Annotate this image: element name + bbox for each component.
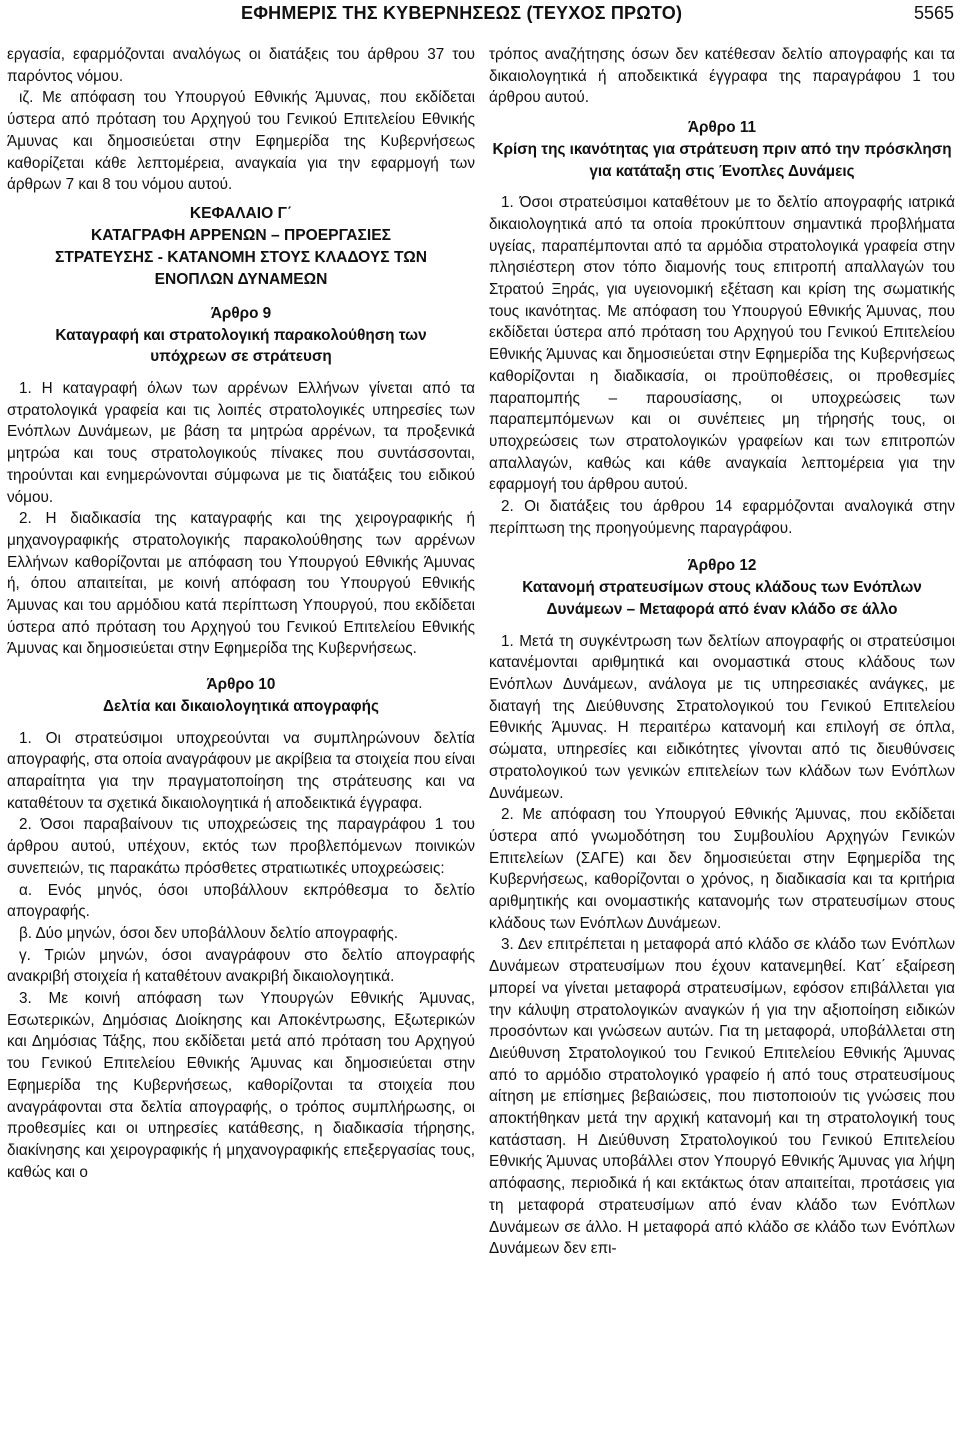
article-title: Κρίση της ικανότητας για στράτευση πριν από την πρόσκληση για κατάταξη στις Ένοπλες Δυνάμεις: [492, 140, 952, 180]
article-title: Καταγραφή και στρατολογική παρακολούθηση των υπόχρεων σε στράτευση: [55, 326, 427, 366]
paragraph: 3. Δεν επιτρέπεται η μεταφορά από κλάδο σε κλάδο των Ενόπλων Δυνάμεων στρατευσίμων που έχουν κατανεμηθεί. Κατ΄ εξαίρεση μπορεί να γίνεται μεταφορά στρατευσίμων, εφόσον επιβάλλεται για την κάλυψη στρατολογικών αναγκών ή για την αξιοποίηση ειδικών προσόντων και γνώσεων αυτών. Για τη μεταφορά, υποβάλλεται στη Διεύθυνση Στρατολογικού του Γενικού Επιτελείου Εθνικής Άμυνας από το αρμόδιο στρατολογικό γραφείο ή από τους στρατευσίμους αίτηση με επίσημες βεβαιώσεις, που πιστοποιούν τις γνώσεις που αποκτήθηκαν μετά την αρχική κατανομή και τη στρατολογική τους κατάσταση. Η Διεύθυνση Στρατολογικού του Γενικού Επιτελείου Εθνικής Άμυνας υποβάλλει στον Υπουργό Εθνικής Άμυνας για λήψη απόφασης, περιοδικά ή και εκτάκτως όταν απαιτείται, προτάσεις για τη μεταφορά στρατευσίμων από έναν κλάδο των Ενόπλων Δυνάμεων σε άλλο. Η μεταφορά από κλάδο σε κλάδο των Ενόπλων Δυνάμεων δεν επι-: [489, 936, 955, 1258]
page-header: [0, 0, 960, 30]
article-number: Άρθρο 11: [687, 119, 756, 137]
paragraph: γ. Τριών μηνών, όσοι αναγράφουν στο δελτίο απογραφής ανακριβή στοιχεία ή καταθέτουν ανακριβή δικαιολογητικά.: [7, 946, 475, 986]
paragraph: α. Ενός μηνός, όσοι υποβάλλουν εκπρόθεσμα το δελτίο απογραφής.: [7, 881, 475, 921]
chapter-label: ΚΕΦΑΛΑΙΟ Γ΄: [189, 204, 293, 222]
paragraph: 2. Η διαδικασία της καταγραφής και της χειρογραφικής ή μηχανογραφικής στρατολογικής παρακολούθησης των αρρένων Ελλήνων καθορίζονται με απόφαση του Υπουργού Εθνικής Άμυνας ή, όπου απαιτείται, με κοινή απόφαση του Υπουργού Εθνικής Άμυνας και του αρμόδιου κατά περίπτωση Υπουργού, που εκδίδεται ύστερα από πρόταση του Αρχηγού του Γενικού Επιτελείου Εθνικής Άμυνας και δημοσιεύεται στην Εφημερίδα της Κυβερνήσεως.: [7, 510, 475, 658]
paragraph: 1. Όσοι στρατεύσιμοι καταθέτουν με το δελτίο απογραφής ιατρικά δικαιολογητικά από τα οποία προκύπτουν σημαντικά προβλήματα υγείας, παραπέμπονται από τα αρμόδια στρατολογικά γραφεία στην πλησιέστερη στον τόπο διαμονής τους επιτροπή απαλλαγών του Στρατού Ξηράς, για υγειονομική εξέταση και κρίση της σωματικής τους ικανότητας. Με απόφαση του Υπουργού Εθνικής Άμυνας, που εκδίδεται ύστερα από πρόταση του Αρχηγού του Γενικού Επιτελείου Εθνικής Άμυνας και δημοσιεύεται στην Εφημερίδα της Κυβερνήσεως καθορίζονται η διαδικασία, οι προϋποθέσεις, οι προθεσμίες παραπομπής – παρουσίασης, οι υποχρεώσεις των παραπεμπόμενων και οι συνέπειες μη τήρησής τους, οι υποχρεώσεις των στρατολογικών γραφείων και των επιτροπών απαλλαγών, καθώς και κάθε αναγκαία λεπτομέρεια για την εφαρμογή του άρθρου αυτού.: [489, 194, 955, 494]
article-title: Κατανομή στρατευσίμων στους κλάδους των Ενόπλων Δυνάμεων – Μεταφορά από έναν κλάδο σε άλλο: [522, 579, 922, 618]
page-number: 5565: [913, 3, 954, 23]
article-title: Δελτία και δικαιολογητικά απογραφής: [103, 697, 379, 715]
paragraph: β. Δύο μηνών, όσοι δεν υποβάλλουν δελτίο απογραφής.: [19, 924, 398, 942]
article-number: Άρθρο 9: [210, 304, 272, 322]
chapter-title: ΚΑΤΑΓΡΑΦΗ ΑΡΡΕΝΩΝ – ΠΡΟΕΡΓΑΣΙΕΣ ΣΤΡΑΤΕΥΣΗΣ - ΚΑΤΑΝΟΜΗ ΣΤΟΥΣ ΚΛΑΔΟΥΣ ΤΩΝ ΕΝΟΠΛΩΝ ΔΥΝΑΜΕΩΝ: [55, 226, 427, 288]
article-number: Άρθρο 10: [206, 676, 276, 694]
gazette-title: ΕΦΗΜΕΡΙΣ ΤΗΣ ΚΥΒΕΡΝΗΣΕΩΣ (ΤΕΥΧΟΣ ΠΡΩΤΟ): [241, 3, 683, 23]
paragraph: 2. Με απόφαση του Υπουργού Εθνικής Άμυνας, που εκδίδεται ύστερα από γνωμοδότηση του Συμβουλίου Αρχηγών Γενικών Επιτελείων (ΣΑΓΕ) και δεν δημοσιεύεται στην Εφημερίδα της Κυβερνήσεως, καθορίζονται ο χρόνος, η διαδικασία και τα κριτήρια αριθμητικής και ονομαστικής κατανομής των στρατευσίμων στους κλάδους των Ενόπλων Δυνάμεων.: [489, 806, 955, 932]
paragraph: 2. Οι διατάξεις του άρθρου 14 εφαρμόζονται αναλογικά στην περίπτωση της προηγούμενης παραγράφου.: [489, 498, 955, 537]
left-column: [7, 44, 475, 1183]
paragraph: 1. Η καταγραφή όλων των αρρένων Ελλήνων γίνεται από τα στρατολογικά γραφεία και τις λοιπές στρατολογικές υπηρεσίες των Ενόπλων Δυνάμεων, με βάση τα μητρώα αρρένων, τα προξενικά μητρώα και τους στρατολογικούς πίνακες που συντάσσονται, τηρούνται και ενημερώνονται σύμφωνα με τις διατάξεις του ειδικού νόμου.: [7, 380, 475, 506]
paragraph: 2. Όσοι παραβαίνουν τις υποχρεώσεις της παραγράφου 1 του άρθρου αυτού, υπέχουν, εκτός των προβλεπόμενων ποινικών συνεπειών, τις παρακάτω πρόσθετες στρατιωτικές υποχρεώσεις:: [7, 816, 475, 877]
paragraph: τρόπος αναζήτησης όσων δεν κατέθεσαν δελτίο απογραφής και τα δικαιολογητικά ή αποδεικτικά έγγραφα της παραγράφου 1 του άρθρου αυτού.: [489, 46, 955, 107]
right-column: [489, 44, 955, 1260]
paragraph: 3. Με κοινή απόφαση των Υπουργών Εθνικής Άμυνας, Εσωτερικών, Δημόσιας Διοίκησης και Αποκέντρωσης, Εξωτερικών και Δημόσιας Τάξης, που εκδίδεται μετά από πρόταση του Αρχηγού του Γενικού Επιτελείου Εθνικής Άμυνας και δημοσιεύεται στην Εφημερίδα της Κυβερνήσεως, καθορίζονται τα στοιχεία που αναγράφονται στα δελτία απογραφής, ο τρόπος συμπλήρωσης, οι προθεσμίες και οι υπηρεσίες κατάθεσης, η διαδικασία τήρησης, διακίνησης και χειρογραφικής ή μηχανογραφικής επεξεργασίας τους, καθώς και ο: [7, 990, 475, 1181]
paragraph: 1. Οι στρατεύσιμοι υποχρεούνται να συμπληρώνουν δελτία απογραφής, στα οποία αναγράφουν με ακρίβεια τα στοιχεία που είναι απαραίτητα για την πραγματοποίηση της στράτευσης και να καταθέτουν τα σχετικά δικαιολογητικά ή αποδεικτικά έγγραφα.: [7, 729, 475, 812]
paragraph: εργασία, εφαρμόζονται αναλόγως οι διατάξεις του άρθρου 37 του παρόντος νόμου.: [7, 46, 475, 85]
paragraph: 1. Μετά τη συγκέντρωση των δελτίων απογραφής οι στρατεύσιμοι κατανέμονται αριθμητικά και ονομαστικά στους κλάδους των Ενόπλων Δυνάμεων, ανάλογα με τις υπηρεσιακές ανάγκες, με διαταγή της Διεύθυνσης Στρατολογικού του Γενικού Επιτελείου Εθνικής Άμυνας. Η περαιτέρω κατανομή και επιλογή σε όπλα, σώματα, υπηρεσίες και ειδικότητες γίνονται από τις διευθύνσεις στρατολογικού των γενικών επιτελείων των κλάδων των Ενόπλων Δυνάμεων.: [489, 632, 955, 802]
paragraph: ιζ. Με απόφαση του Υπουργού Εθνικής Άμυνας, που εκδίδεται ύστερα από πρόταση του Αρχηγού του Γενικού Επιτελείου Εθνικής Άμυνας και δημοσιεύεται στην Εφημερίδα της Κυβερνήσεως καθορίζεται κάθε λεπτομέρεια, αναγκαία για την εφαρμογή των άρθρων 7 και 8 του νόμου αυτού.: [7, 89, 475, 194]
article-number: Άρθρο 12: [687, 557, 757, 575]
